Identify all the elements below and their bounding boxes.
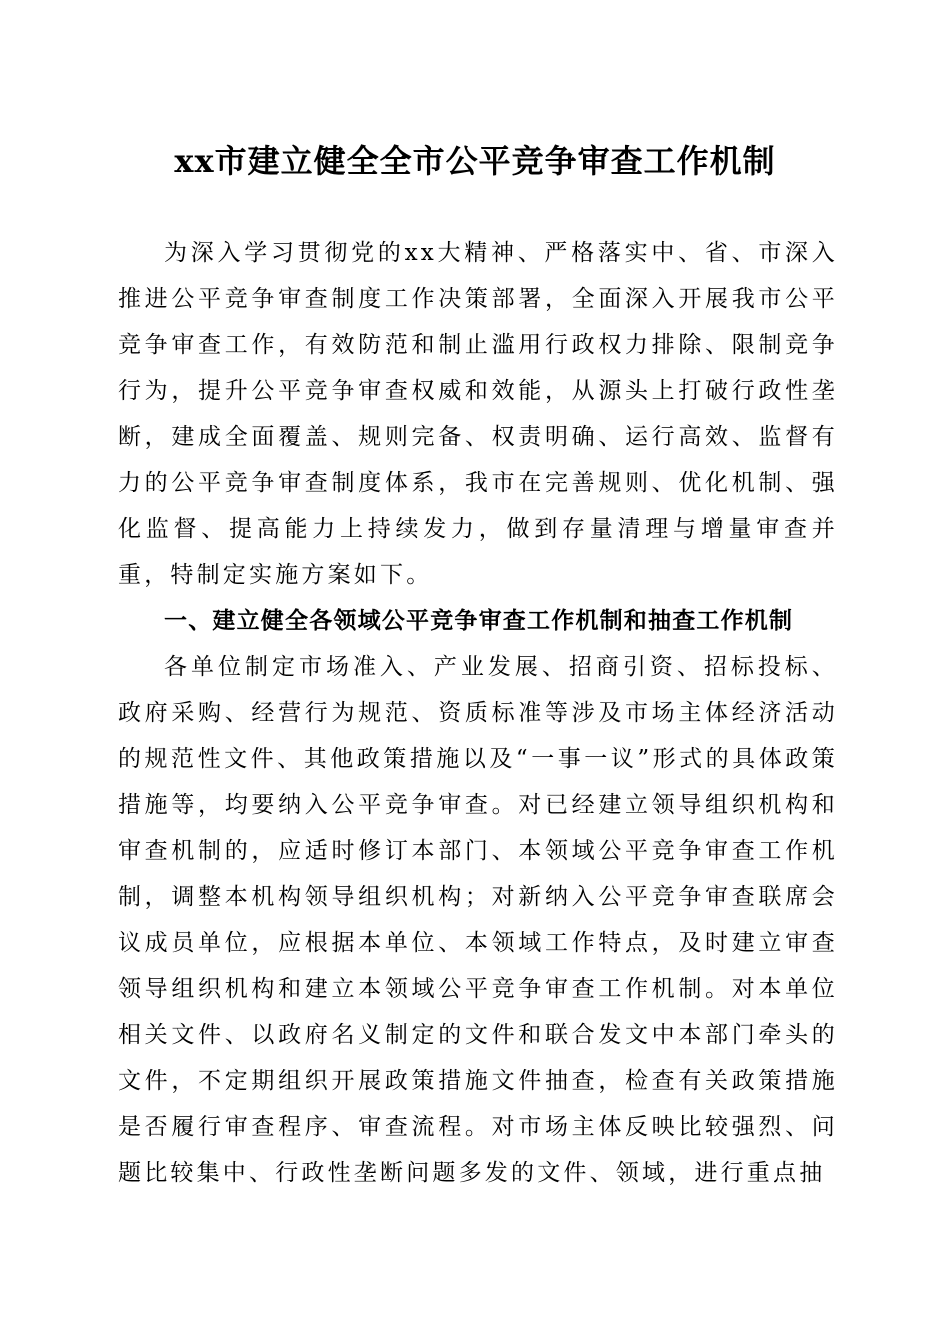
document-title: xx市建立健全全市公平竞争审查工作机制	[174, 142, 776, 180]
document-body	[118, 230, 838, 1196]
section-paragraph: 各单位制定市场准入、产业发展、招商引资、招标投标、政府采购、经营行为规范、资质标准等涉及市场主体经济活动的规范性文件、其他政策措施以及“一事一议”形式的具体政策措施等，均要纳入公平竞争审查。对已经建立领导组织机构和审查机制的，应适时修订本部门、本领域公平竞争审查工作机制，调整本机构领导组织机构；对新纳入公平竞争审查联席会议成员单位，应根据本单位、本领域工作特点，及时建立审查领导组织机构和建立本领域公平竞争审查工作机制。对本单位相关文件、以政府名义制定的文件和联合发文中本部门牵头的文件，不定期组织开展政策措施文件抽查，检查有关政策措施是否履行审查程序、审查流程。对市场主体反映比较强烈、问题比较集中、行政性垄断问题多发的文件、领域，进行重点抽	[118, 654, 838, 1186]
intro-paragraph: 为深入学习贯彻党的xx大精神、严格落实中、省、市深入推进公平竞争审查制度工作决策部署，全面深入开展我市公平竞争审查工作，有效防范和制止滥用行政权力排除、限制竞争行为，提升公平竞争审查权威和效能，从源头上打破行政性垄断，建成全面覆盖、规则完备、权责明确、运行高效、监督有力的公平竞争审查制度体系，我市在完善规则、优化机制、强化监督、提高能力上持续发力，做到存量清理与增量审查并重，特制定实施方案如下。	[118, 240, 838, 588]
section-heading: 一、建立健全各领域公平竞争审查工作机制和抽查工作机制	[164, 608, 794, 634]
